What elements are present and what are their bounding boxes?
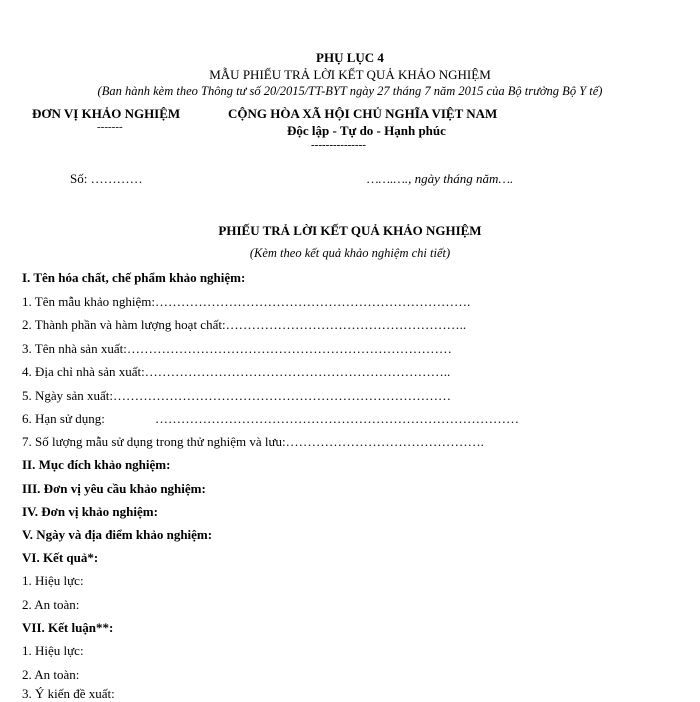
- item-manufacturer-address: 4. Địa chỉ nhà sản xuất:……………………………………………………………..: [22, 364, 451, 379]
- item-production-date: 5. Ngày sản xuất:……………………………………………………………………: [22, 388, 451, 403]
- item-sample-name: 1. Tên mẫu khảo nghiệm:……………………………………………………………….: [22, 294, 471, 309]
- issued-note: (Ban hành kèm theo Thông tư số 20/2015/TT-BYT ngày 27 tháng 7 năm 2015 của Bộ trưởng Bộ Y tế): [97, 84, 603, 98]
- section-6-heading: VI. Kết quả*:: [22, 550, 99, 565]
- motto: Độc lập - Tự do - Hạnh phúc: [287, 123, 446, 138]
- item-sample-quantity: 7. Số lượng mẫu sử dụng trong thử nghiệm và lưu:……………………………………….: [22, 434, 484, 449]
- republic-title: CỘNG HÒA XÃ HỘI CHỦ NGHĨA VIỆT NAM: [228, 106, 498, 121]
- item-expiry-dots: …………………………………………………………………………: [155, 411, 519, 426]
- section-3-heading: III. Đơn vị yêu cầu khảo nghiệm:: [22, 481, 206, 496]
- unit-label: ĐƠN VỊ KHẢO NGHIỆM: [32, 106, 181, 121]
- item-expiry-label: 6. Hạn sử dụng:: [22, 411, 105, 426]
- section-5-heading: V. Ngày và địa điểm khảo nghiệm:: [22, 527, 213, 542]
- motto-dashes: ---------------: [311, 139, 366, 151]
- document-date: …….…., ngày tháng năm….: [367, 171, 514, 186]
- unit-dashes: -------: [97, 121, 123, 133]
- conclusion-recommendation: 3. Ý kiến đề xuất:: [22, 686, 115, 701]
- result-efficacy: 1. Hiệu lực:: [22, 573, 84, 588]
- document-subtitle: (Kèm theo kết quả khảo nghiệm chi tiết): [249, 246, 451, 260]
- section-4-heading: IV. Đơn vị khảo nghiệm:: [22, 504, 158, 519]
- form-title: MẪU PHIẾU TRẢ LỜI KẾT QUẢ KHẢO NGHIỆM: [209, 67, 491, 82]
- appendix-label: PHỤ LỤC 4: [316, 50, 384, 65]
- conclusion-efficacy: 1. Hiệu lực:: [22, 643, 84, 658]
- item-manufacturer: 3. Tên nhà sản xuất:…………………………………………………………………: [22, 341, 452, 356]
- result-safety: 2. An toàn:: [22, 597, 80, 612]
- section-2-heading: II. Mục đích khảo nghiệm:: [22, 457, 171, 472]
- conclusion-safety: 2. An toàn:: [22, 667, 80, 682]
- section-1-heading: I. Tên hóa chất, chế phẩm khảo nghiệm:: [22, 270, 246, 285]
- document-title: PHIẾU TRẢ LỜI KẾT QUẢ KHẢO NGHIỆM: [218, 223, 482, 238]
- section-7-heading: VII. Kết luận**:: [22, 620, 114, 635]
- item-composition: 2. Thành phần và hàm lượng hoạt chất:………………………………………………..: [22, 317, 467, 332]
- document-number: Số: …………: [70, 171, 143, 186]
